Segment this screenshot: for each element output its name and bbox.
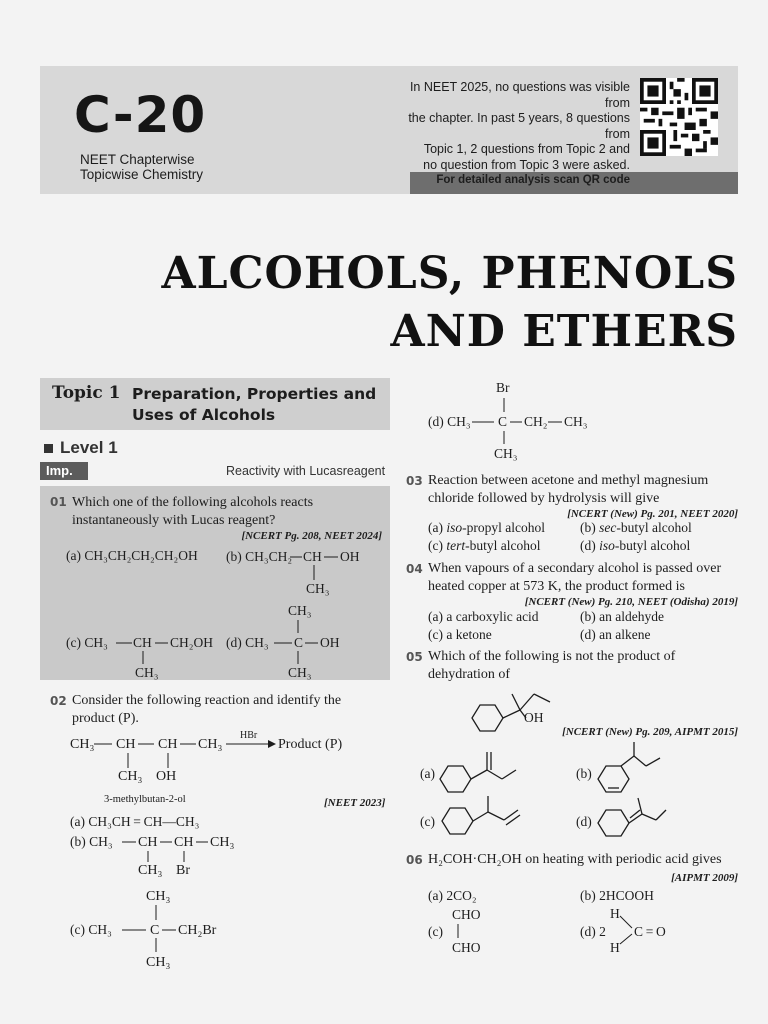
header-subtitle-2: Topicwise Chemistry	[80, 167, 204, 182]
question-3-text	[428, 472, 738, 508]
question-5-structures	[420, 688, 740, 848]
atom-CH3: CH₃	[146, 889, 171, 904]
level-bullet-icon	[44, 444, 53, 453]
question-2-ref: [NEET 2023]	[324, 797, 386, 809]
question-3-ref: [NCERT (New) Pg. 201, NEET 2020]	[567, 508, 738, 520]
question-text-line: instantaneously with Lucas reagent?	[72, 513, 276, 528]
question-text-line: chloride followed by hydrolysis will give	[428, 491, 660, 506]
question-text-line: Which of the following is not the product of	[428, 649, 676, 664]
imp-note: Reactivity with Lucasreagent	[226, 464, 386, 478]
question-5-text	[428, 648, 738, 684]
option-d: (d) CH₃	[428, 414, 471, 429]
option-c: (c) CH₃	[70, 922, 112, 937]
option-c: (c)	[428, 924, 443, 939]
option-prefix: (b)	[580, 520, 600, 535]
chapter-title-line1: ALCOHOLS, PHENOLS	[161, 248, 738, 299]
level-label: Level 1	[60, 438, 118, 457]
reagent-label: HBr	[240, 730, 258, 741]
option-a: (a) 2CO₂	[428, 888, 477, 903]
option-a: (a) CH₃CH = CH—CH₃	[70, 814, 200, 829]
question-number: 04	[406, 562, 423, 576]
question-number: 01	[50, 495, 67, 509]
question-1-structures	[40, 540, 392, 680]
atom-CHO: CHO	[452, 940, 481, 955]
topic-name: Preparation, Properties and Uses of Alcohols	[132, 385, 377, 424]
option-italic: tert	[446, 538, 466, 553]
info-line: In NEET 2025, no questions was visible from	[409, 80, 630, 110]
qr-code-icon[interactable]	[640, 78, 718, 156]
question-number: 05	[406, 650, 423, 664]
option-rest: -butyl alcohol	[614, 538, 691, 553]
cyclohexane-ring	[440, 766, 471, 792]
option-italic: iso	[599, 538, 615, 553]
header-subtitle-1: NEET Chapterwise	[80, 152, 195, 167]
question-text-line: Consider the following reaction and identify the	[72, 693, 342, 708]
option-c	[428, 538, 540, 554]
compound-name: 3-methylbutan-2-ol	[104, 794, 186, 805]
option-a: (a)	[420, 766, 435, 781]
option-a: (a) a carboxylic acid	[428, 609, 539, 624]
atom-CH3: CH₃	[494, 446, 518, 461]
atom-CH3: CH₃	[146, 955, 171, 970]
atom-CH3: CH₃	[138, 863, 163, 878]
atom-CH: CH	[303, 549, 322, 564]
cyclohexane-ring	[472, 705, 503, 731]
atom-C: C	[294, 635, 304, 650]
option-c: (c)	[420, 814, 435, 829]
atom-OH: OH	[340, 549, 360, 564]
atom-Br: Br	[176, 863, 190, 878]
option-b: (b) CH₃	[70, 834, 113, 849]
option-d: (d) CH₃	[226, 635, 269, 650]
question-text-line: When vapours of a secondary alcohol is passed over	[428, 561, 722, 576]
question-text-line: Which one of the following alcohols reacts	[72, 495, 314, 510]
atom-CH3: CH₃	[564, 414, 588, 429]
option-italic: sec	[599, 520, 617, 535]
question-number: 03	[406, 474, 423, 488]
question-2-structures	[40, 724, 392, 974]
option-c: (c) CH₃	[66, 635, 108, 650]
chapter-title-line2: AND ETHERS	[390, 306, 738, 357]
atom-C: C	[498, 414, 508, 429]
question-5-ref: [NCERT (New) Pg. 209, AIPMT 2015]	[562, 726, 738, 738]
atom-CH: CH	[133, 635, 152, 650]
option-a	[428, 520, 545, 536]
option-a: (a) CH₃CH₂CH₂CH₂OH	[66, 548, 198, 563]
question-text-line: Reaction between acetone and methyl magnesium	[428, 473, 709, 488]
question-6-structures	[420, 900, 740, 966]
question-text-line: heated copper at 573 K, the product formed is	[428, 579, 685, 594]
atom-CH3: CH₃	[288, 665, 312, 680]
option-prefix: (a)	[428, 520, 447, 535]
option-d: (d) 2	[580, 924, 606, 939]
product-label: Product (P)	[278, 737, 343, 752]
option-d: (d)	[576, 814, 592, 829]
atom-CH: CH	[174, 835, 194, 850]
option-rest: -butyl alcohol	[616, 520, 692, 535]
question-1-text	[72, 494, 382, 530]
cyclohexane-ring	[442, 808, 473, 834]
atom-OH: OH	[524, 710, 544, 725]
option-b: (b) 2HCOOH	[580, 888, 654, 903]
atom-H: H	[610, 906, 620, 921]
question-4-text	[428, 560, 738, 596]
option-prefix: (c)	[428, 538, 447, 553]
atom-CH3: CH₃	[135, 665, 159, 680]
atom-CH3: CH₃	[306, 581, 330, 596]
atom-CH2OH: CH₂OH	[170, 635, 213, 650]
question-2-option-d	[420, 378, 740, 468]
option-d: (d) an alkene	[580, 627, 651, 642]
question-text-line: dehydration of	[428, 667, 511, 682]
info-qr-note: For detailed analysis scan QR code	[436, 174, 630, 186]
question-number: 06	[406, 853, 423, 867]
info-line: Topic 1, 2 questions from Topic 2 and	[423, 142, 630, 156]
question-1-ref: [NCERT Pg. 208, NEET 2024]	[241, 530, 382, 542]
atom-Br: Br	[496, 380, 510, 395]
imp-tag: Imp.	[40, 462, 88, 480]
atom-CH2: CH₂	[524, 414, 548, 429]
analysis-info	[384, 80, 630, 189]
atom-CHO: CHO	[452, 907, 481, 922]
atom-CH: CH	[158, 737, 178, 752]
reaction-arrow-icon	[268, 740, 276, 748]
info-line: no question from Topic 3 were asked.	[423, 157, 630, 172]
chapter-code: C-20	[74, 86, 207, 144]
question-2-text	[72, 692, 382, 728]
atom-CH3: CH₃	[198, 737, 223, 752]
question-6-ref: [AIPMT 2009]	[671, 872, 738, 884]
option-rest: -butyl alcohol	[465, 538, 541, 553]
atom-CH2Br: CH₂Br	[178, 923, 217, 938]
question-number: 02	[50, 694, 67, 708]
topic-label: Topic 1	[52, 383, 121, 403]
question-6-text: H₂COH·CH₂OH on heating with periodic acid gives	[428, 852, 722, 867]
info-line: the chapter. In past 5 years, 8 questions from	[408, 111, 630, 141]
atom-OH: OH	[156, 769, 177, 784]
atom-OH: OH	[320, 635, 340, 650]
atom-H: H	[610, 940, 620, 955]
atom-CH3: CH₃	[118, 769, 143, 784]
option-prefix: (d)	[580, 538, 600, 553]
cyclohexane-ring	[598, 810, 629, 836]
question-4-ref: [NCERT (New) Pg. 210, NEET (Odisha) 2019]	[524, 596, 738, 608]
option-d	[580, 538, 690, 554]
option-b: (b) CH₃CH₂	[226, 549, 293, 564]
option-c: (c) a ketone	[428, 627, 492, 642]
atom-CH3: CH₃	[288, 603, 312, 618]
atom-C: C	[150, 923, 160, 938]
atom-CO: C = O	[634, 924, 666, 939]
question-text-line: product (P).	[72, 711, 139, 726]
atom-CH3: CH₃	[210, 835, 235, 850]
atom-CH: CH	[138, 835, 158, 850]
atom-CH3: CH₃	[70, 737, 95, 752]
option-b	[580, 520, 692, 536]
option-italic: iso	[446, 520, 463, 535]
option-b: (b)	[576, 766, 592, 781]
option-b: (b) an aldehyde	[580, 609, 664, 624]
atom-CH: CH	[116, 737, 136, 752]
option-rest: -propyl alcohol	[462, 520, 545, 535]
